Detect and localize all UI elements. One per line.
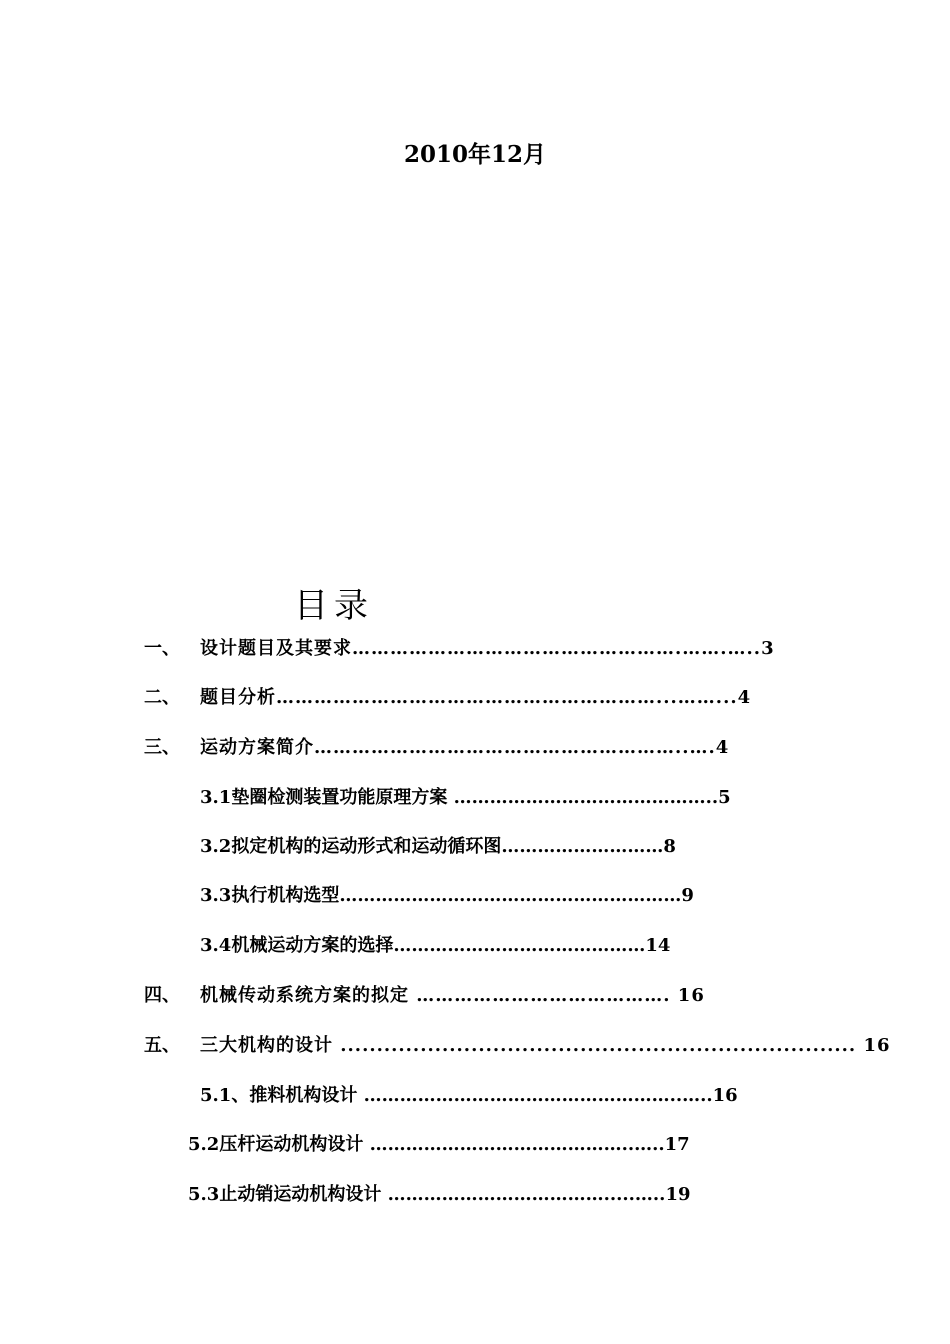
toc-item-3-3-link[interactable]: 3.3执行机构选型…………………………………………………9: [200, 885, 694, 906]
toc-item-3-2-link[interactable]: 3.2拟定机构的运动形式和运动循环图………………………8: [200, 836, 676, 857]
toc-item-5-2-link[interactable]: 5.2压杆运动机构设计 ……………………………………..…..17: [188, 1134, 690, 1155]
toc-item-5-1-link[interactable]: 5.1、推料机构设计 ……………………………………………..…..16: [200, 1085, 738, 1106]
toc-item-3-number: 三、: [144, 737, 180, 758]
document-date: 2010年12月: [403, 141, 547, 168]
toc-item-5-link[interactable]: 三大机构的设计 ....................................................................... 16: [200, 1035, 891, 1056]
toc-item-3-1-link[interactable]: 3.1垫圈检测装置功能原理方案 ……………………………………..5: [200, 787, 731, 808]
toc-item-1-number: 一、: [144, 638, 180, 659]
toc-item-2-number: 二、: [144, 687, 180, 708]
toc-item-4-link[interactable]: 机械传动系统方案的拟定 …………………………………. 16: [200, 985, 705, 1006]
toc-item-2-link[interactable]: 题目分析……………………………………………………...……...4: [200, 687, 752, 708]
toc-title: 目录: [294, 586, 374, 626]
toc-item-5-3-link[interactable]: 5.3止动销运动机构设计 ……………………………….....…..19: [188, 1184, 691, 1205]
toc-item-3-link[interactable]: 运动方案简介…………………………………………………..….4: [200, 737, 730, 758]
toc-item-5-number: 五、: [144, 1035, 180, 1056]
toc-item-3-4-link[interactable]: 3.4机械运动方案的选择……………………………………14: [200, 935, 671, 956]
toc-item-4-number: 四、: [144, 985, 180, 1006]
toc-item-1-link[interactable]: 设计题目及其要求…………………………………………….…….…..3: [200, 638, 775, 659]
